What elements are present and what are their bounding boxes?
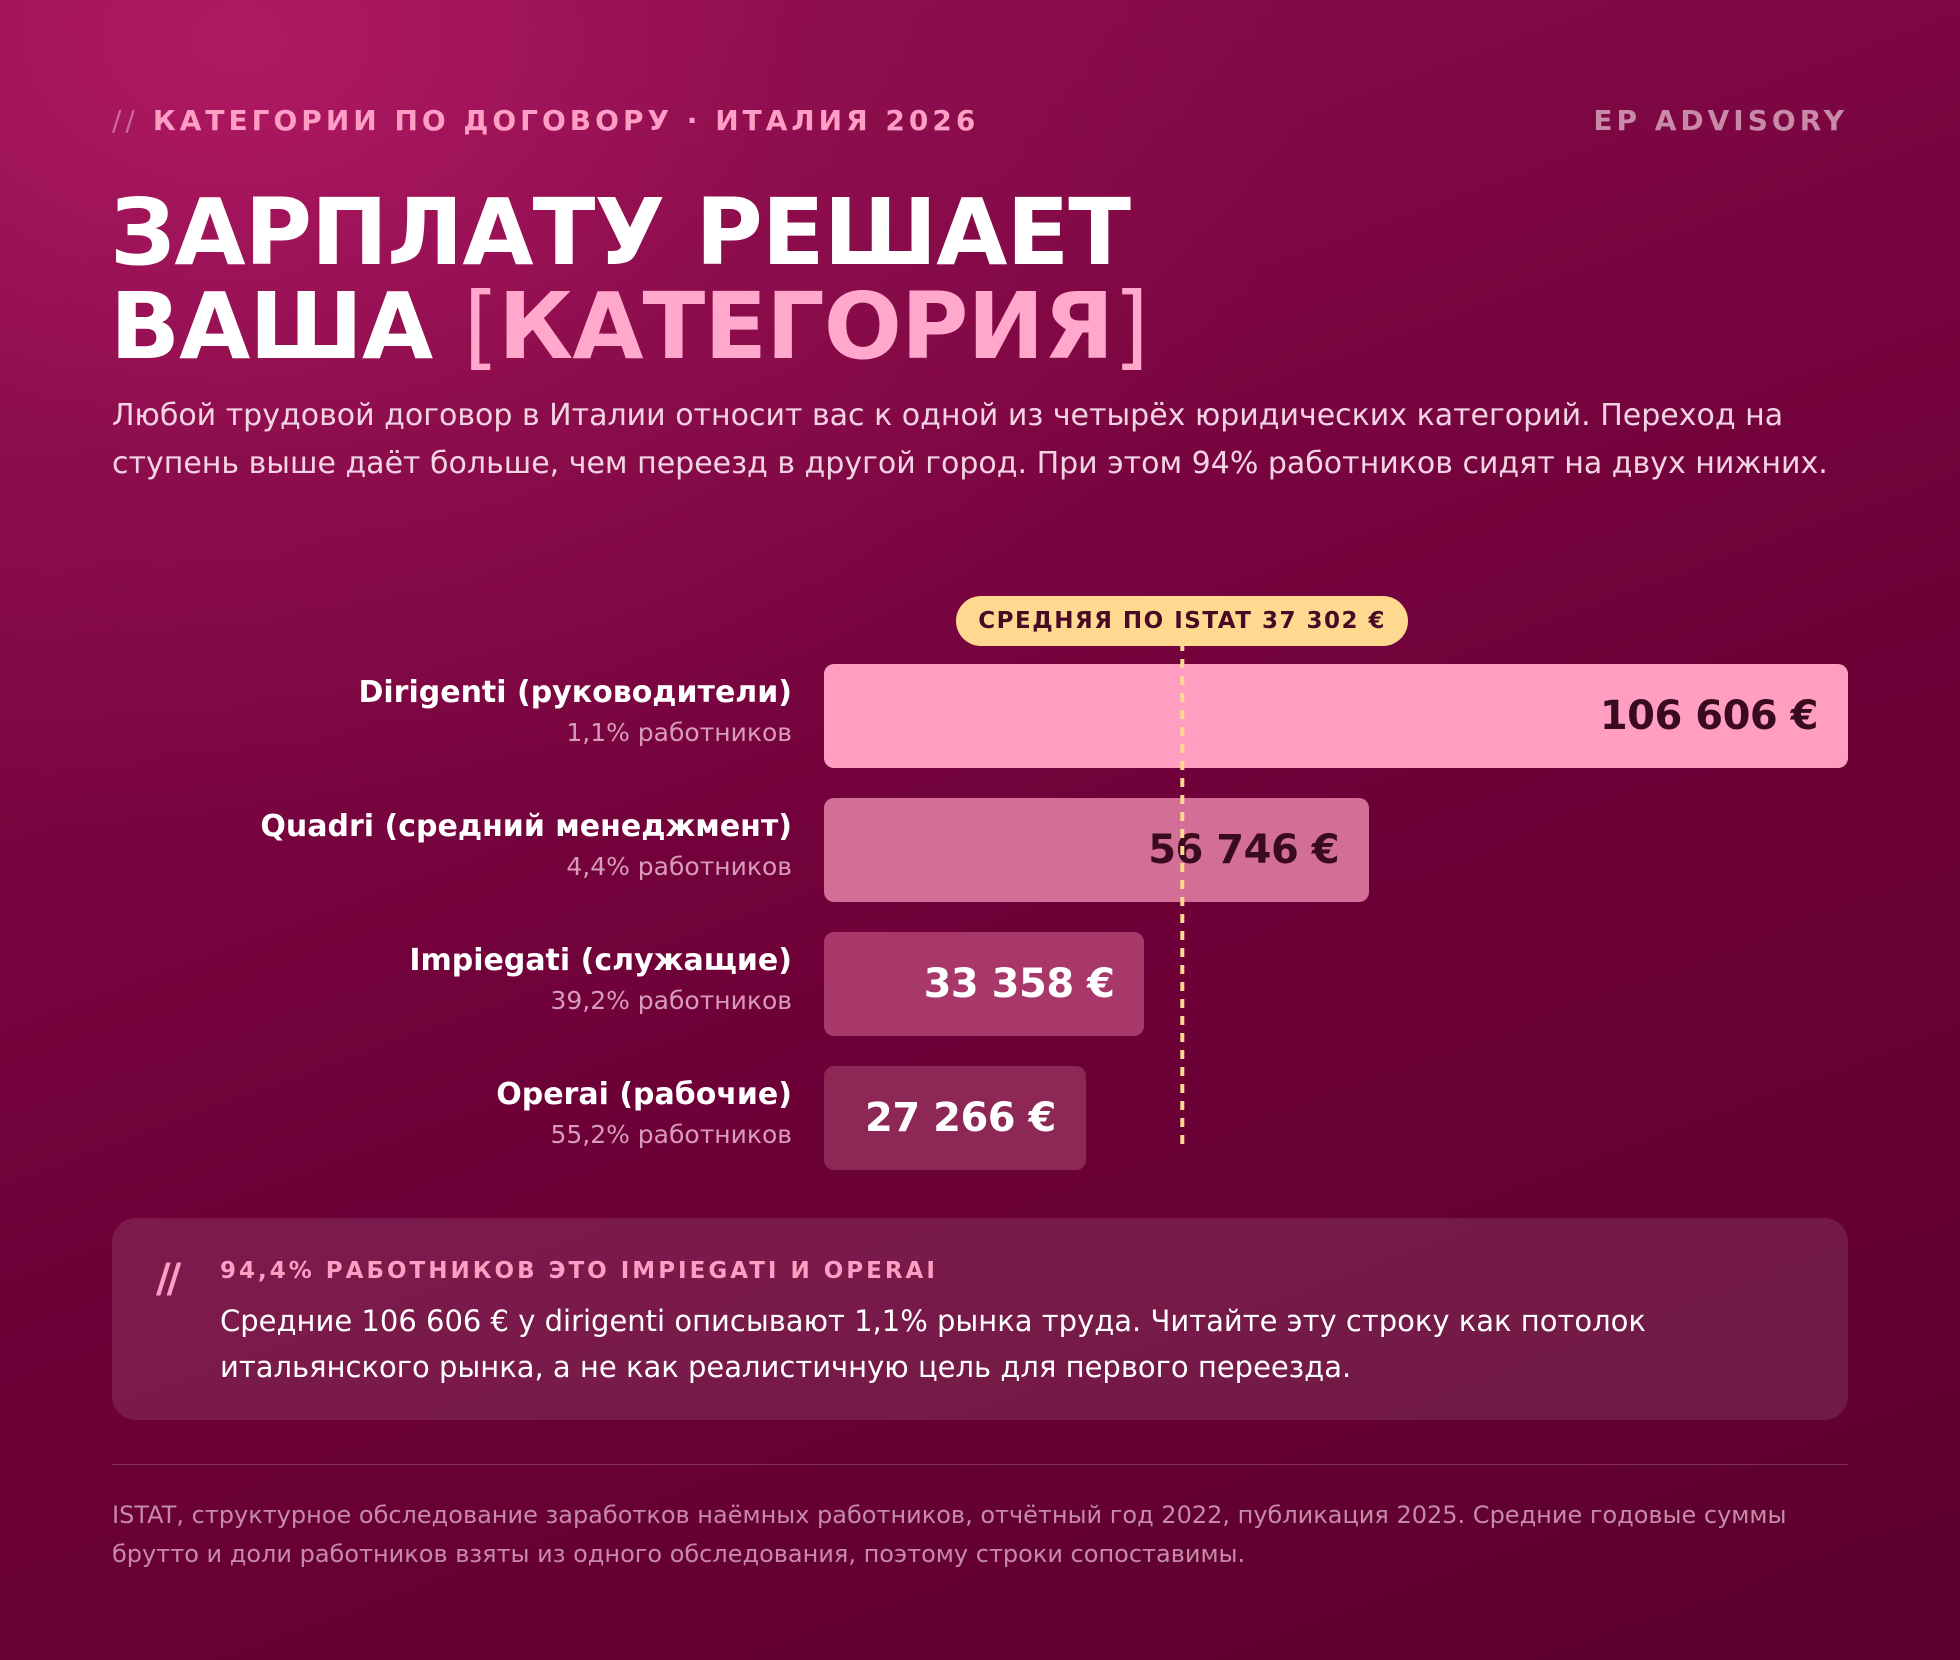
callout-body: Средние 106 606 € у dirigenti описывают 1,1% рынка труда. Читайте эту строку как потолок итальянского рынка, а не как реалистичную цель для первого переезда. xyxy=(220,1304,1646,1384)
bar-value-label: 27 266 € xyxy=(865,1095,1056,1141)
kicker-slashes: // xyxy=(112,104,139,137)
salary-bar xyxy=(824,932,1144,1036)
category-label xyxy=(496,1076,792,1152)
category-label xyxy=(358,674,792,750)
callout-title: 94,4% РАБОТНИКОВ ЭТО IMPIEGATI И OPERAI xyxy=(220,1258,938,1284)
category-name: Impiegati (служащие) xyxy=(409,943,792,978)
title-accent: КАТЕГОРИЯ xyxy=(498,273,1114,380)
bar-value-label: 33 358 € xyxy=(923,961,1115,1007)
category-share: 39,2% работников xyxy=(550,986,792,1015)
bar-value-label: 56 746 € xyxy=(1148,827,1340,873)
category-name: Operai (рабочие) xyxy=(496,1077,792,1112)
category-name: Dirigenti (руководители) xyxy=(358,675,792,710)
bar-value-label: 106 606 € xyxy=(1599,693,1818,739)
salary-bar xyxy=(824,1066,1086,1170)
category-label xyxy=(260,808,792,884)
category-share: 55,2% работников xyxy=(550,1120,792,1149)
title-prefix: ВАША xyxy=(110,273,433,380)
intro-paragraph: Любой трудовой договор в Италии относит вас к одной из четырёх юридических категорий. Переход на ступень выше даёт больше, чем переезд в другой город. При этом 94% работников сидят на двух нижних. xyxy=(112,398,1828,481)
category-name: Quadri (средний менеджмент) xyxy=(260,809,792,844)
salary-bar xyxy=(824,798,1369,902)
category-share: 1,1% работников xyxy=(566,718,792,747)
brand-name: EP ADVISORY xyxy=(1593,104,1848,137)
title-line-1: ЗАРПЛАТУ РЕШАЕТ xyxy=(110,179,1131,286)
source-note: ISTAT, структурное обследование заработков наёмных работников, отчётный год 2022, публикация 2025. Средние годовые суммы брутто и доли работников взяты из одного обследования, поэтому строки сопоставимы. xyxy=(112,1501,1787,1568)
salary-bar xyxy=(824,664,1848,768)
category-share: 4,4% работников xyxy=(566,852,792,881)
callout-mark: // xyxy=(156,1256,178,1302)
divider xyxy=(112,1464,1848,1465)
kicker-text: КАТЕГОРИИ ПО ДОГОВОРУ · ИТАЛИЯ 2026 xyxy=(152,104,980,137)
average-pill-label: СРЕДНЯЯ ПО ISTAT 37 302 € xyxy=(956,596,1408,646)
title-bracket-close: ] xyxy=(1113,273,1149,380)
insight-callout xyxy=(112,1218,1848,1420)
title-bracket-open: [ xyxy=(463,273,499,380)
category-label xyxy=(409,942,792,1018)
